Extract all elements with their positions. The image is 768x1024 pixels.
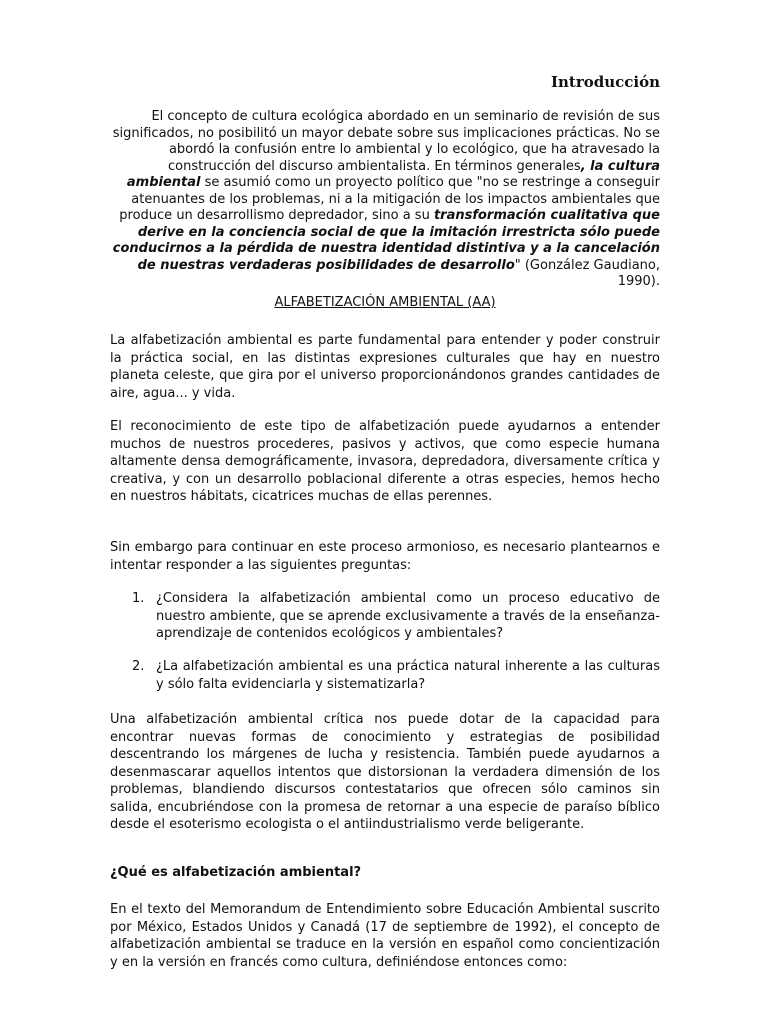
paragraph-1: La alfabetización ambiental es parte fundamental para entender y poder construir la práctica social, en las distintas expresiones culturales que hay en nuestro planeta celeste, que gira por el universo proporcionándonos grandes cantidades de aire, agua... y vida.: [110, 333, 660, 401]
paragraph-4: Una alfabetización ambiental crítica nos puede dotar de la capacidad para encontrar nuevas formas de conocimiento y estrategias de posibilidad descentrando los márgenes de lucha y resistencia. También puede ayudarnos a desenmascarar aquellos intentos que distorsionan la verdadera dimensión de los problemas, blandiendo discursos contestatarios que ofrecen sólo caminos sin salida, encubriéndose con la promesa de retornar a una especie de paraíso bíblico desde el esoterismo ecologista o el antiindustrialismo verde beligerante.: [110, 712, 660, 832]
list-text: ¿Considera la alfabetización ambiental como un proceso educativo de nuestro ambiente, que se aprende exclusivamente a través de la enseñanza- aprendizaje de contenidos ecológicos y ambientales?: [156, 591, 660, 641]
list-number: 2.: [132, 659, 145, 674]
section-title-text: ALFABETIZACIÓN AMBIENTAL: [274, 295, 464, 310]
intro-title: Introducción: [550, 73, 660, 91]
section-title-abbr: (AA): [463, 295, 496, 310]
intro-text-2: se asumió como un proyecto político que "no se restringe a conseguir atenuantes de los problemas, ni a la mitigación de los impactos ambientales que produce un desarrollismo depredador, sino a su: [119, 175, 660, 223]
intro-bold-transformacion: transformación cualitativa que derive en la conciencia social de que la imitación irrestricta sólo puede conducirnos a la pérdida de nuestra identidad distintiva y a la cancelación de nuestras verdaderas posibilidades de desarrollo: [112, 208, 660, 273]
paragraph-2: El reconocimiento de este tipo de alfabetización puede ayudarnos a entender muchos de nuestros procederes, pasivos y activos, que como especie humana altamente densa demográficamente, invasora, depredadora, diversamente crítica y creativa, y con un desarrollo poblacional diferente a otras especies, hemos hecho en nuestros hábitats, cicatrices muchas de ellas perennes.: [110, 419, 660, 504]
intro-paragraph: [110, 109, 660, 291]
subheading: ¿Qué es alfabetización ambiental?: [110, 865, 362, 880]
list-text: ¿La alfabetización ambiental es una práctica natural inherente a las culturas y sólo falta evidenciarla y sistematizarla?: [156, 659, 660, 692]
section-title: [110, 294, 660, 312]
intro-bold-comma: ,: [580, 158, 591, 174]
list-number: 1.: [132, 591, 145, 606]
paragraph-3: Sin embargo para continuar en este proceso armonioso, es necesario plantearnos e intentar responder a las siguientes preguntas:: [110, 540, 660, 573]
paragraph-5: En el texto del Memorandum de Entendimiento sobre Educación Ambiental suscrito por México, Estados Unidos y Canadá (17 de septiembre de 1992), el concepto de alfabetización ambiental se traduce en la versión en español como concientización y en la versión en francés como cultura, definiéndose entonces como:: [110, 902, 660, 970]
intro-bold-cultura: la cultura ambiental: [126, 158, 660, 190]
intro-text-1: El concepto de cultura ecológica abordado en un seminario de revisión de sus significados, no posibilitó un mayor debate sobre sus implicaciones prácticas. No se abordó la confusión entre lo ambiental y lo ecológico, que ha atravesado la construcción del discurso ambientalista. En términos generales: [112, 109, 660, 174]
intro-citation: " (González Gaudiano, 1990).: [514, 257, 660, 289]
